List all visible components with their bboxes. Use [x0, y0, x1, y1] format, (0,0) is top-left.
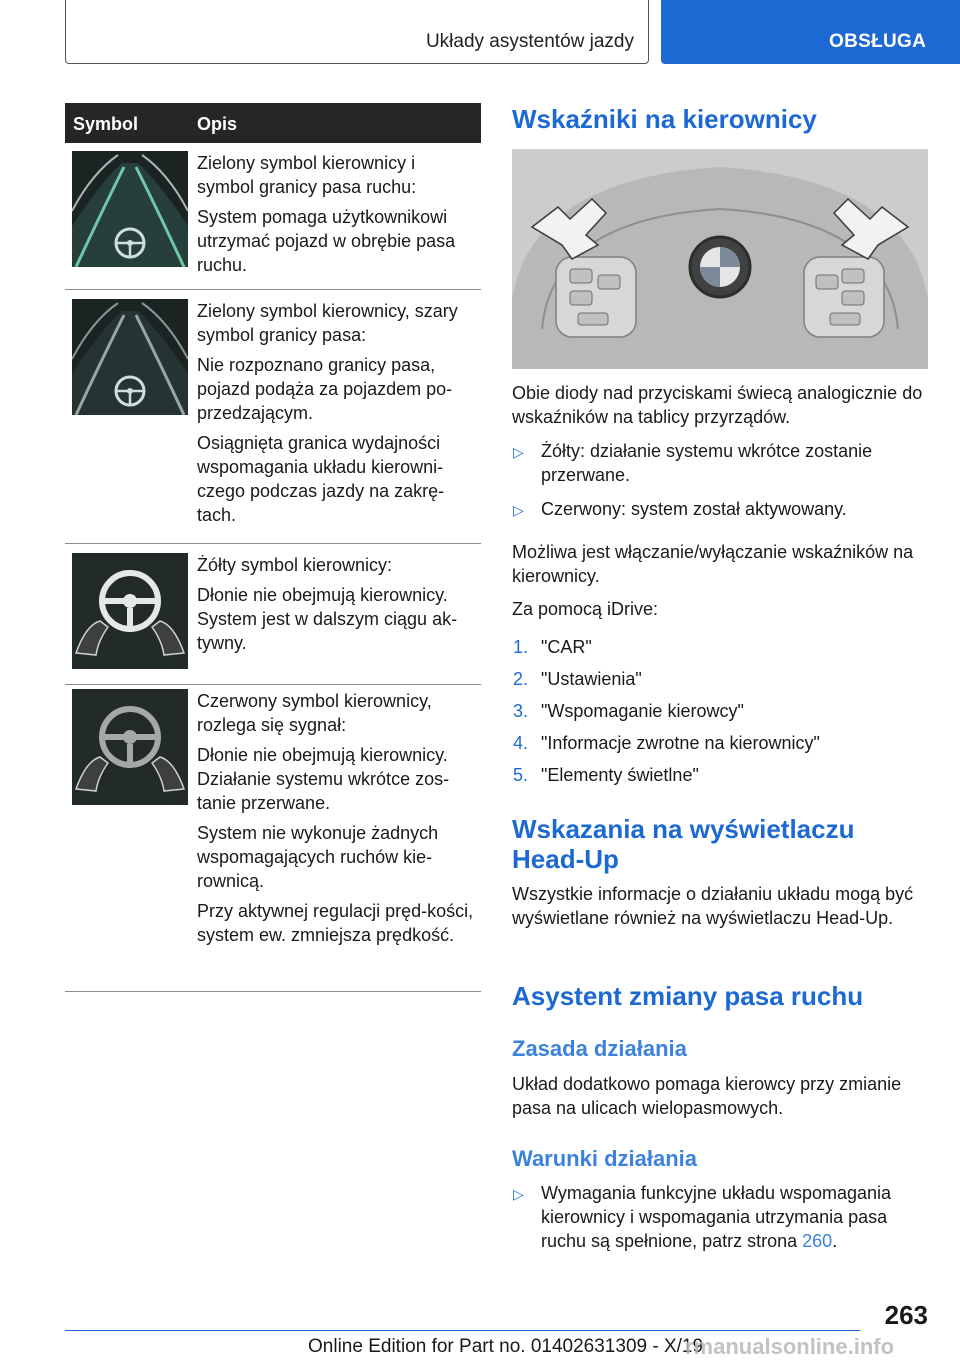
row-text: Dłonie nie obejmują kierownicy. System jest w dalszym ciągu ak-tywny. — [197, 585, 458, 653]
step-number: 1. — [513, 637, 529, 657]
red-steering-hands-off-symbol — [72, 689, 188, 805]
green-steering-lane-symbol — [72, 151, 188, 267]
bullet-text-end: . — [832, 1231, 838, 1251]
heading-principle: Zasada działania — [512, 1036, 687, 1061]
watermark: rmanualsonline.info — [685, 1334, 895, 1359]
heading-hud — [512, 814, 854, 874]
step-text: "CAR" — [541, 637, 592, 657]
heading-hud-line1: Wskazania na wyświetlaczu — [512, 814, 855, 844]
chapter-tab[interactable] — [661, 0, 960, 64]
table-row — [65, 143, 481, 290]
steering-wheel-photo — [512, 149, 928, 369]
para-idrive: Za pomocą iDrive: — [512, 599, 659, 619]
heading-steering-indicators: Wskaźniki na kierownicy — [512, 104, 817, 134]
row-text: Osiągnięta granica wydajności wspomagania układu kierowni-czego podczas jazdy na zakrę-tach. — [197, 433, 445, 525]
step-text: "Ustawienia" — [541, 669, 642, 689]
row-text: Nie rozpoznano granicy pasa, pojazd podąża za pojazdem po-przedzającym. — [197, 355, 453, 423]
triangle-bullet-icon: ▷ — [513, 502, 524, 518]
heading-conditions: Warunki działania — [512, 1146, 698, 1171]
page-number: 263 — [884, 1300, 928, 1330]
bullet-conditions — [512, 1181, 928, 1253]
table-row — [65, 544, 481, 685]
heading-lane-change: Asystent zmiany pasa ruchu — [512, 981, 864, 1011]
bullet-text: Żółty: działanie systemu wkrótce zostanie przerwane. — [541, 441, 873, 485]
table-col-description: Opis — [197, 114, 238, 134]
triangle-bullet-icon: ▷ — [513, 1186, 524, 1202]
footer-divider — [65, 1330, 860, 1331]
yellow-steering-hands-off-symbol — [72, 553, 188, 669]
row-description — [197, 553, 477, 661]
bullet-text-body: Wymagania funkcyjne układu wspomagania kierownicy i wspomagania utrzymania pasa ruchu są spełnione, patrz strona — [541, 1183, 892, 1251]
table-header — [65, 103, 481, 143]
row-description — [197, 689, 477, 953]
bullet-text: Czerwony: system został aktywowany. — [541, 499, 847, 519]
step-number: 3. — [513, 701, 529, 721]
row-text: Przy aktywnej regulacji pręd-kości, system ew. zmniejsza prędkość. — [197, 901, 474, 945]
green-steering-grey-lane-symbol — [72, 299, 188, 415]
row-text: Zielony symbol kierownicy i symbol granicy pasa ruchu: — [197, 153, 417, 197]
bullet-red — [512, 497, 928, 521]
row-text: System pomaga użytkownikowi utrzymać pojazd w obrębie pasa ruchu. — [197, 207, 456, 275]
table-col-symbol: Symbol — [73, 114, 139, 134]
symbol-table — [65, 103, 481, 945]
table-row — [65, 685, 481, 992]
step-text: "Wspomaganie kierowcy" — [541, 701, 744, 721]
row-text: Dłonie nie obejmują kierownicy. Działanie systemu wkrótce zos-tanie przerwane. — [197, 745, 450, 813]
step-number: 4. — [513, 733, 529, 753]
edition-note: Online Edition for Part no. 01402631309 - X/19 — [308, 1336, 704, 1357]
row-description — [197, 151, 477, 283]
row-text: Zielony symbol kierownicy, szary symbol granicy pasa: — [197, 301, 458, 345]
page-link[interactable]: 260 — [802, 1231, 833, 1251]
step-number: 2. — [513, 669, 529, 689]
section-title: Układy asystentów jazdy — [425, 31, 634, 52]
table-row — [65, 290, 481, 544]
para-toggle: Możliwa jest włączanie/wyłączanie wskaźników na kierownicy. — [512, 542, 914, 586]
triangle-bullet-icon: ▷ — [513, 444, 524, 460]
chapter-tab-label: OBSŁUGA — [829, 31, 927, 52]
row-description — [197, 299, 477, 533]
heading-hud-line2: Head-Up — [512, 844, 619, 874]
row-text: Czerwony symbol kierownicy, rozlega się sygnał: — [197, 691, 432, 735]
row-text: Żółty symbol kierownicy: — [197, 555, 393, 575]
para-hud: Wszystkie informacje o działaniu układu mogą być wyświetlane również na wyświetlaczu Head-Up. — [512, 884, 914, 928]
step-text: "Informacje zwrotne na kierownicy" — [541, 733, 820, 753]
page-header-box — [65, 0, 649, 64]
row-text: System nie wykonuje żadnych wspomagających ruchów kie-rownicą. — [197, 823, 439, 891]
step-number: 5. — [513, 765, 529, 785]
step-text: "Elementy świetlne" — [541, 765, 699, 785]
bullet-yellow — [512, 439, 928, 487]
bullet-text — [541, 1181, 928, 1253]
para-leds: Obie diody nad przyciskami świecą analogicznie do wskaźników na tablicy przyrządów. — [512, 383, 923, 427]
para-principle: Układ dodatkowo pomaga kierowcy przy zmianie pasa na ulicach wielopasmowych. — [512, 1074, 902, 1118]
